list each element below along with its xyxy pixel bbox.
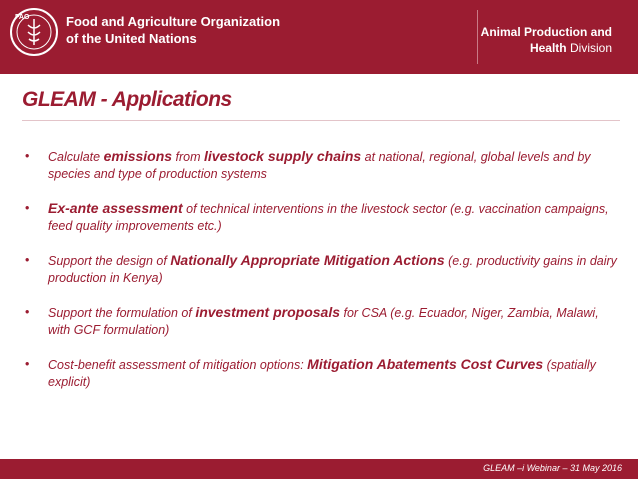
bullet-pre: Calculate <box>48 150 104 164</box>
bullet-item <box>22 148 622 183</box>
title-rule <box>22 120 620 121</box>
footer-text: GLEAM –i Webinar – 31 May 2016 <box>483 463 622 473</box>
bullet-dot-icon: • <box>25 201 30 215</box>
bullet-item <box>22 304 622 339</box>
bullet-mid: (spatially explicit) <box>48 358 596 389</box>
bullet-item <box>22 252 622 287</box>
svg-text:FAO: FAO <box>15 14 30 21</box>
bullet-item <box>22 356 622 391</box>
bullet-list <box>22 148 622 408</box>
header-divider <box>477 10 478 64</box>
bullet-pre: Support the formulation of <box>48 306 196 320</box>
division-health: Health <box>529 41 567 55</box>
bullet-mid: of technical interventions in the livestock sector (e.g. vaccination campaigns, feed quality improvements etc.) <box>48 202 609 233</box>
bullet-emphasis: emissions <box>103 148 173 164</box>
bullet-pre: Support the design of <box>48 254 171 268</box>
bullet-emphasis-2: livestock supply chains <box>204 148 362 164</box>
org-line-1: Food and Agriculture Organization <box>66 14 281 29</box>
bullet-emphasis: investment proposals <box>195 304 341 320</box>
division-rest: Division <box>569 41 612 55</box>
bullet-post: at national, regional, global levels and by species and type of production systems <box>48 150 591 181</box>
bullet-mid: (e.g. productivity gains in dairy production in Kenya) <box>48 254 617 285</box>
bullet-emphasis: Mitigation Abatements Cost Curves <box>307 356 544 372</box>
bullet-emphasis: Ex-ante assessment <box>48 200 183 216</box>
division-name <box>481 24 612 56</box>
slide-title: GLEAM - Applications <box>22 88 232 111</box>
bullet-dot-icon: • <box>25 357 30 371</box>
division-line-2 <box>481 40 612 56</box>
bullet-mid: from <box>172 150 205 164</box>
bullet-dot-icon: • <box>25 305 30 319</box>
org-line-2: of the United Nations <box>66 31 197 46</box>
bullet-item <box>22 200 622 235</box>
bullet-emphasis: Nationally Appropriate Mitigation Actions <box>170 252 445 268</box>
bullet-dot-icon: • <box>25 149 30 163</box>
header-banner <box>0 0 638 74</box>
bullet-dot-icon: • <box>25 253 30 267</box>
bullet-mid: for CSA (e.g. Ecuador, Niger, Zambia, Malawi, with GCF formulation) <box>48 306 599 337</box>
fao-logo-icon <box>9 5 59 59</box>
bullet-pre: Cost-benefit assessment of mitigation options: <box>48 358 308 372</box>
footer-bar <box>0 459 638 479</box>
division-line-1: Animal Production and <box>480 25 612 39</box>
organization-name <box>66 13 280 47</box>
